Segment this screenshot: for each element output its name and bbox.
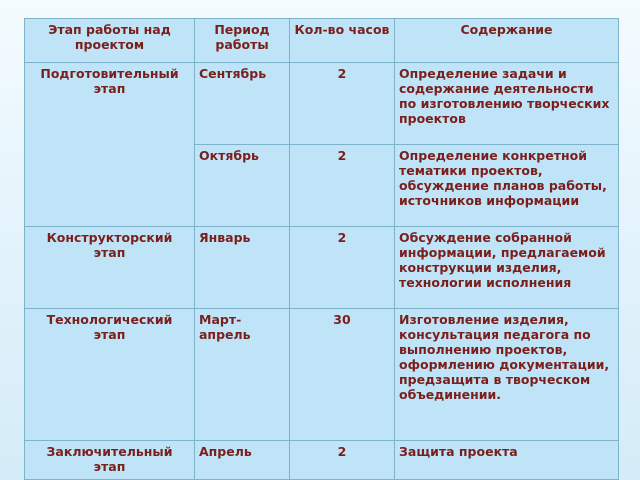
stage-cell: Технологический этап <box>25 309 195 441</box>
project-stages-table <box>24 18 619 480</box>
hours-cell: 2 <box>290 441 395 480</box>
period-cell: Январь <box>195 227 290 309</box>
stage-cell: Подготовительный этап <box>25 63 195 227</box>
content-cell: Определение задачи и содержание деятельности по изготовлению творческих проектов <box>395 63 619 145</box>
content-cell: Защита проекта <box>395 441 619 480</box>
content-cell: Определение конкретной тематики проектов, обсуждение планов работы, источников информации <box>395 145 619 227</box>
header-period: Период работы <box>195 19 290 63</box>
period-cell: Апрель <box>195 441 290 480</box>
stage-cell: Конструкторский этап <box>25 227 195 309</box>
hours-cell: 2 <box>290 145 395 227</box>
header-content: Содержание <box>395 19 619 63</box>
table-row <box>25 63 619 145</box>
hours-cell: 2 <box>290 63 395 145</box>
table-row <box>25 227 619 309</box>
content-cell: Изготовление изделия, консультация педагога по выполнению проектов, оформлению документации, предзащита в творческом объединении. <box>395 309 619 441</box>
hours-cell: 2 <box>290 227 395 309</box>
header-stage: Этап работы над проектом <box>25 19 195 63</box>
hours-cell: 30 <box>290 309 395 441</box>
table-row <box>25 309 619 441</box>
stage-cell: Заключительный этап <box>25 441 195 480</box>
period-cell: Октябрь <box>195 145 290 227</box>
period-cell: Сентябрь <box>195 63 290 145</box>
content-cell: Обсуждение собранной информации, предлагаемой конструкции изделия, технологии исполнения <box>395 227 619 309</box>
header-hours: Кол-во часов <box>290 19 395 63</box>
table-row <box>25 441 619 480</box>
period-cell: Март-апрель <box>195 309 290 441</box>
header-row <box>25 19 619 63</box>
